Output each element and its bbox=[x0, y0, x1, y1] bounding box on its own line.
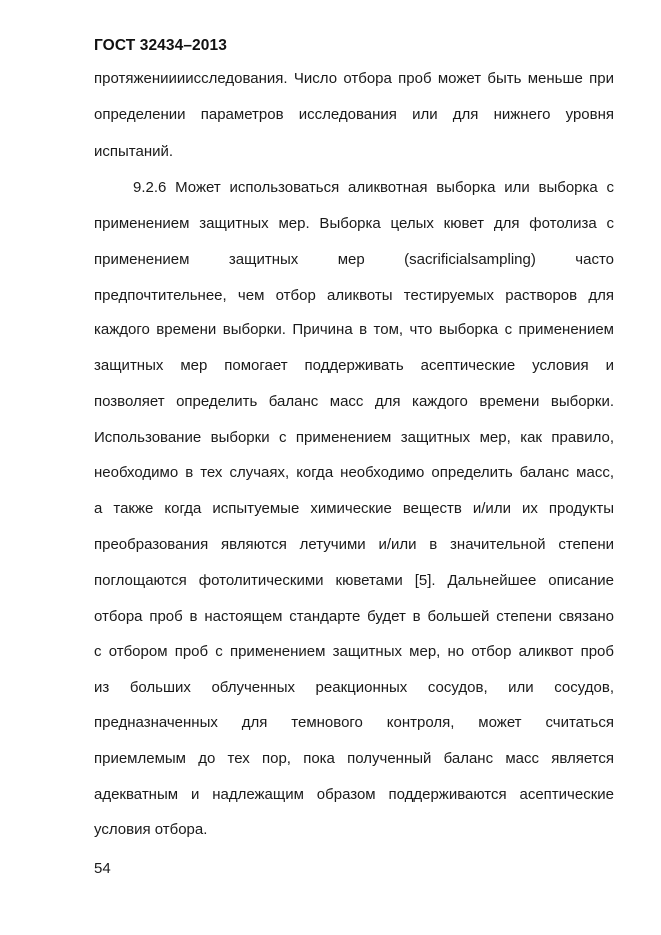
text-line: условия отбора. bbox=[94, 821, 208, 838]
text-line: а также когда испытуемые химические веществ и/или их продукты bbox=[94, 500, 614, 517]
text-line: применением защитных мер (sacrificialsampling) часто bbox=[94, 251, 614, 268]
text-line: определении параметров исследования или для нижнего уровня bbox=[94, 106, 614, 123]
text-line: адекватным и надлежащим образом поддерживаются асептические bbox=[94, 786, 614, 803]
text-line: поглощаются фотолитическими кюветами [5]. Дальнейшее описание bbox=[94, 572, 614, 589]
section-heading-line: 9.2.6 Может использоваться аликвотная выборка или выборка с bbox=[133, 179, 614, 196]
text-line: отбора проб в настоящем стандарте будет в большей степени связано bbox=[94, 608, 614, 625]
text-line: преобразования являются летучими и/или в значительной степени bbox=[94, 536, 614, 553]
text-line: каждого времени выборки. Причина в том, что выборка с применением bbox=[94, 321, 614, 338]
text-line: предпочтительнее, чем отбор аликвоты тестируемых растворов для bbox=[94, 287, 614, 304]
text-line: позволяет определить баланс масс для каждого времени выборки. bbox=[94, 393, 614, 410]
text-line: протяжениииисследования. Число отбора проб может быть меньше при bbox=[94, 70, 614, 87]
text-line: предназначенных для темнового контроля, может считаться bbox=[94, 714, 614, 731]
text-line: необходимо в тех случаях, когда необходимо определить баланс масс, bbox=[94, 464, 614, 481]
text-line: испытаний. bbox=[94, 143, 174, 160]
text-line: из больших облученных реакционных сосудов, или сосудов, bbox=[94, 679, 614, 696]
document-header: ГОСТ 32434–2013 bbox=[94, 37, 227, 54]
page-number: 54 bbox=[94, 860, 111, 877]
text-line: Использование выборки с применением защитных мер, как правило, bbox=[94, 429, 614, 446]
text-line: защитных мер помогает поддерживать асептические условия и bbox=[94, 357, 614, 374]
text-line: применением защитных мер. Выборка целых кювет для фотолиза с bbox=[94, 215, 614, 232]
text-line: приемлемым до тех пор, пока полученный баланс масс является bbox=[94, 750, 614, 767]
text-line: с отбором проб с применением защитных мер, но отбор аликвот проб bbox=[94, 643, 614, 660]
